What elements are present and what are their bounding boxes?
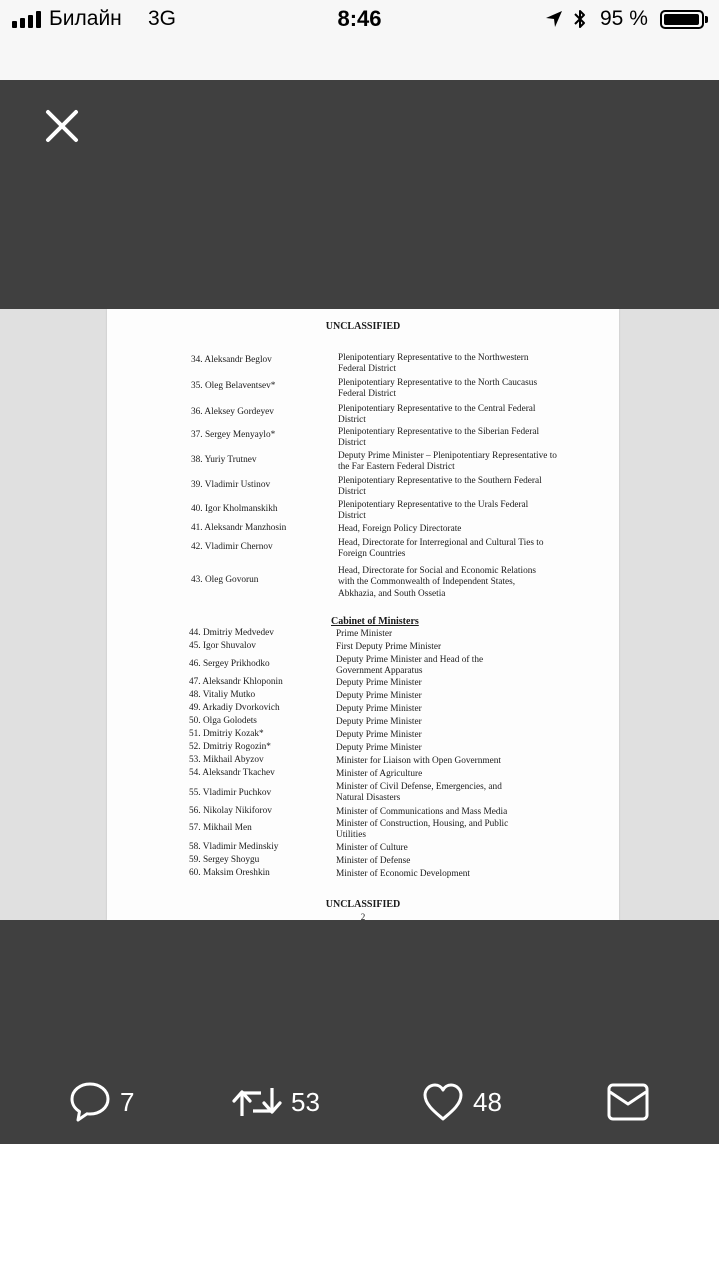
carrier-name: Билайн [49,7,122,30]
retweet-icon [231,1080,283,1124]
document-footer: UNCLASSIFIED [325,899,401,910]
location-arrow-icon [544,9,564,29]
mail-icon [606,1080,650,1124]
share-dm-button[interactable] [606,1080,650,1124]
battery-icon [660,10,704,29]
close-icon[interactable] [40,104,84,148]
document-header: UNCLASSIFIED [325,321,401,332]
section-heading: Cabinet of Ministers [331,616,419,627]
like-count: 48 [473,1086,502,1117]
retweet-count: 53 [291,1086,320,1117]
reply-count: 7 [120,1086,135,1117]
document-page: UNCLASSIFIED 34. Aleksandr Beglov Plenipotentiary Representative to the Northwestern Federal District 35. Oleg Belaventsev* Plenipotentiary Representative to the North Caucasus Federal District 36. Aleksey Gordeyev Plenipotentiary Representative to the Central Federal District 37. Sergey Menyaylo* Plenipotentiary Representative to the Siberian Federal District 38. Yuriy Trutnev Deputy Prime Minister – Plenipotentiary Representative to the Far Eastern Federal District 39. Vladimir Ustinov Plenipotentiary Representative to the Southern Federal District 40. Igor Kholmanskikh Plenipotentiary Representative to the Urals Federal District 41. Aleksandr Manzhosin Head, Foreign Policy Directorate 42. Vladimir Chernov Head, Directorate for Interregional and Cultural Ties to Foreign Countries 43. Oleg Govorun Head, Directorate for Social and Economic Relations with the Commonwealth of Independent States, Abkhazia, and South Ossetia Cabinet of Ministers 44. Dmitriy Medvedev Prime Minister 45. Igor Shuvalov First Deputy Prime Minister 46. Sergey Prikhodko Deputy Prime Minister and Head of the Government Apparatus 47. Aleksandr Khloponin Deputy Prime Minister 48. Vitaliy Mutko Deputy Prime Minister 49. Arkadiy Dvorkovich Deputy Prime Minister 50. Olga Golodets Deputy Prime Minister 51. Dmitriy Kozak* Deputy Prime Minister 52. Dmitriy Rogozin* Deputy Prime Minister 53. Mikhail Abyzov Minister for Liaison with Open Government 54. Aleksandr Tkachev Minister of Agriculture 55. Vladimir Puchkov Minister of Civil Defense, Emergencies, and Natural Disasters 56. Nikolay Nikiforov Minister of Communications and Mass Media 57. Mikhail Men Minister of Construction, Housing, and Public Utilities 58. Vladimir Medinskiy Minister of Culture 59. Sergey Shoygu Minister of Defense 60. Maksim Oreshkin Minister of Economic Development UNCLASSIFIED 2 [107,309,619,920]
status-time: 8:46 [337,6,382,31]
battery-percentage: 95 % [600,7,648,30]
tweet-actions [0,1060,719,1144]
reply-button[interactable] [68,1080,134,1124]
retweet-button[interactable] [231,1080,320,1124]
tweet-photo[interactable] [0,309,719,920]
reply-icon [68,1080,112,1124]
network-type: 3G [148,7,177,30]
page-number: 2 [360,912,366,920]
heart-icon [421,1080,465,1124]
url-bar[interactable] [0,40,719,80]
status-bar [0,0,719,40]
bluetooth-icon [572,8,588,30]
like-button[interactable] [421,1080,502,1124]
